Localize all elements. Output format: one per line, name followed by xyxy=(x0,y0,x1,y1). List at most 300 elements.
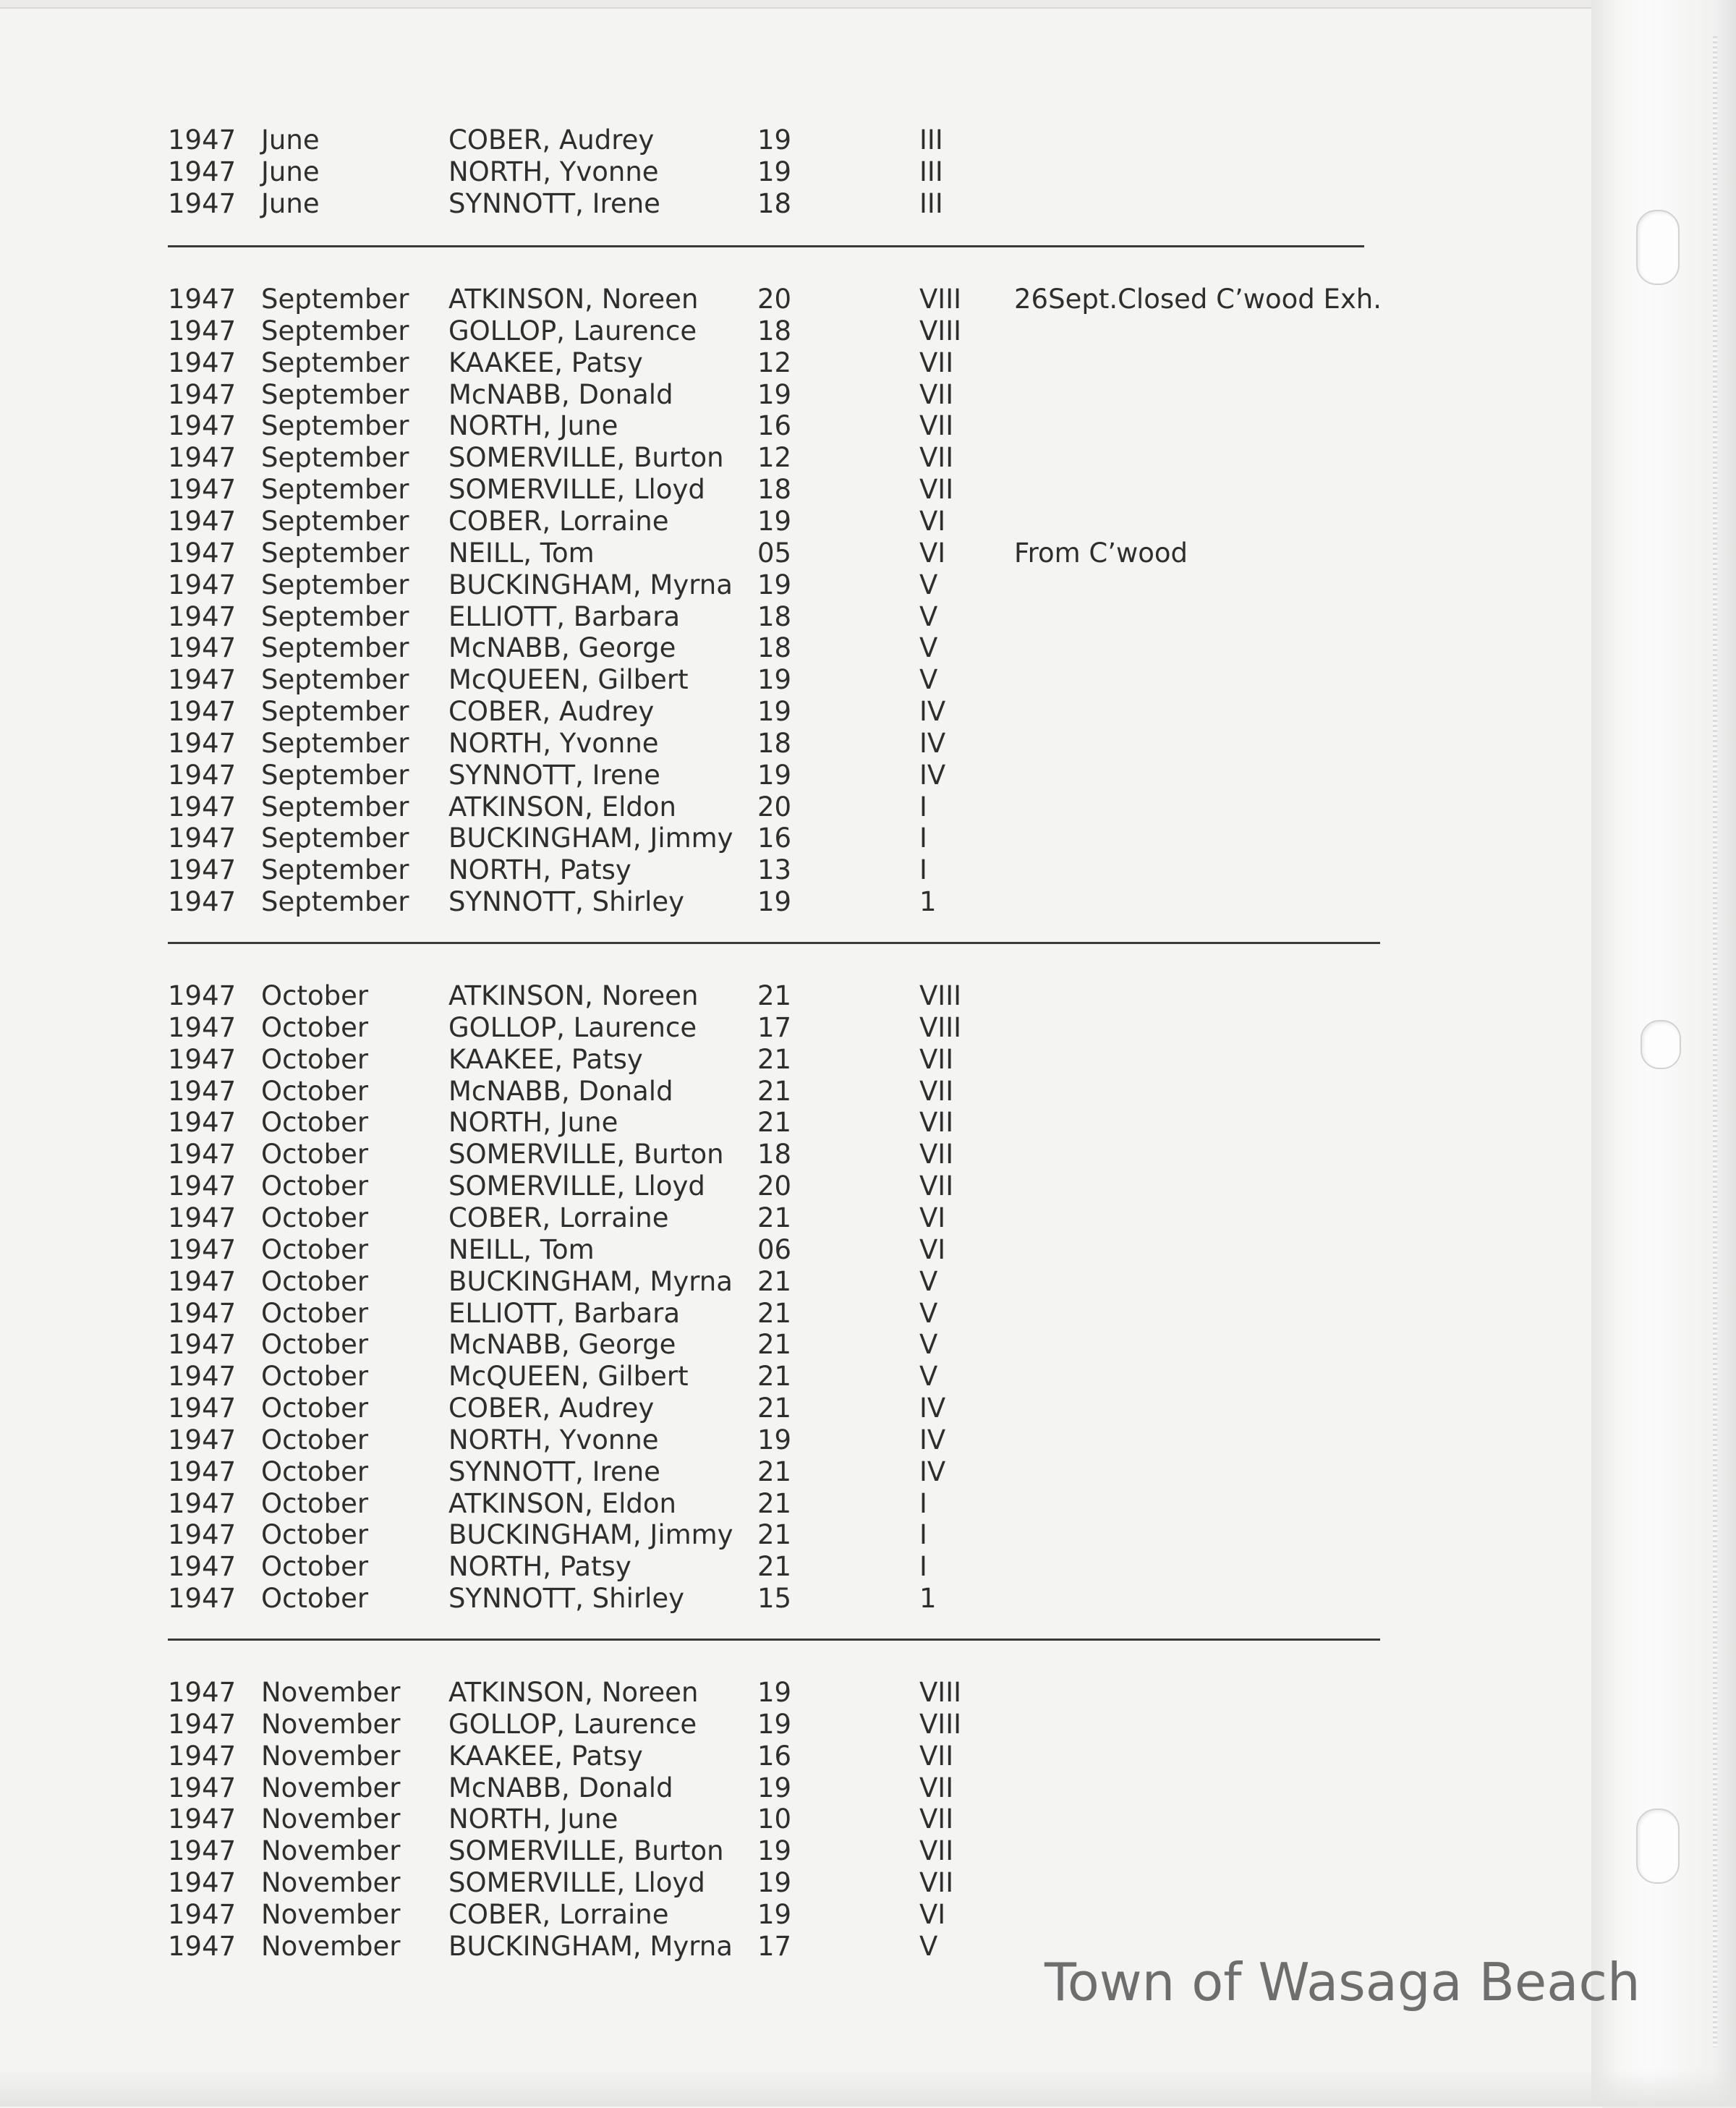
student-name-cell: SOMERVILLE, Burton xyxy=(448,1139,724,1170)
month-cell: October xyxy=(261,1202,369,1233)
attendance-cell: 16 xyxy=(757,1740,792,1772)
attendance-cell: 19 xyxy=(757,1424,792,1455)
student-name-cell: NORTH, June xyxy=(448,1803,618,1835)
attendance-cell: 19 xyxy=(757,569,792,600)
record-row xyxy=(0,1677,1591,1709)
grade-cell: VII xyxy=(919,474,954,506)
record-row xyxy=(0,791,1591,823)
year-cell: 1947 xyxy=(168,1107,237,1139)
month-cell: September xyxy=(261,315,409,347)
binder-hole-bottom xyxy=(1636,1809,1680,1884)
year-cell: 1947 xyxy=(168,1803,237,1835)
grade-cell: VII xyxy=(919,1835,954,1867)
student-name-cell: ATKINSON, Eldon xyxy=(448,1487,676,1519)
record-row xyxy=(0,1298,1591,1330)
year-cell: 1947 xyxy=(168,600,237,632)
record-row xyxy=(0,1551,1591,1583)
section-divider xyxy=(168,942,1380,944)
grade-cell: VI xyxy=(919,1202,946,1233)
grade-cell: I xyxy=(919,791,927,823)
student-name-cell: ATKINSON, Noreen xyxy=(448,1677,699,1708)
month-cell: October xyxy=(261,1170,369,1202)
month-cell: September xyxy=(261,791,409,823)
attendance-cell: 20 xyxy=(757,791,792,823)
section-divider xyxy=(168,1639,1380,1641)
grade-cell: IV xyxy=(919,696,946,728)
month-cell: October xyxy=(261,1043,369,1075)
year-cell: 1947 xyxy=(168,1361,237,1393)
student-name-cell: SYNNOTT, Irene xyxy=(448,187,660,219)
record-row xyxy=(0,886,1591,918)
month-cell: September xyxy=(261,474,409,506)
student-name-cell: NORTH, June xyxy=(448,1107,618,1139)
year-cell: 1947 xyxy=(168,1708,237,1740)
student-name-cell: NORTH, Patsy xyxy=(448,1551,631,1583)
year-cell: 1947 xyxy=(168,1329,237,1361)
month-cell: October xyxy=(261,1107,369,1139)
binder-hole-middle xyxy=(1641,1020,1681,1069)
month-cell: October xyxy=(261,1297,369,1329)
student-name-cell: COBER, Lorraine xyxy=(448,505,669,537)
record-row xyxy=(0,664,1591,696)
record-row xyxy=(0,379,1591,411)
year-cell: 1947 xyxy=(168,1393,237,1424)
student-name-cell: ATKINSON, Noreen xyxy=(448,284,699,315)
student-name-cell: KAAKEE, Patsy xyxy=(448,1043,643,1075)
grade-cell: VIII xyxy=(919,284,962,315)
year-cell: 1947 xyxy=(168,187,237,219)
attendance-cell: 21 xyxy=(757,1265,792,1297)
attendance-cell: 05 xyxy=(757,537,792,569)
grade-cell: IV xyxy=(919,1424,946,1455)
grade-cell: VII xyxy=(919,1170,954,1202)
student-name-cell: GOLLOP, Laurence xyxy=(448,1708,697,1740)
grade-cell: VII xyxy=(919,1107,954,1139)
student-name-cell: SYNNOTT, Shirley xyxy=(448,886,685,918)
grade-cell: VI xyxy=(919,1898,946,1930)
student-name-cell: COBER, Audrey xyxy=(448,696,655,728)
month-cell: October xyxy=(261,1011,369,1043)
grade-cell: VII xyxy=(919,1043,954,1075)
record-row xyxy=(0,1170,1591,1202)
grade-cell: V xyxy=(919,632,938,664)
student-name-cell: BUCKINGHAM, Myrna xyxy=(448,1265,733,1297)
year-cell: 1947 xyxy=(168,569,237,600)
student-name-cell: SYNNOTT, Irene xyxy=(448,759,660,791)
record-row xyxy=(0,1803,1591,1835)
attendance-cell: 21 xyxy=(757,1455,792,1487)
month-cell: September xyxy=(261,600,409,632)
month-cell: October xyxy=(261,1361,369,1393)
attendance-cell: 21 xyxy=(757,980,792,1011)
year-cell: 1947 xyxy=(168,284,237,315)
record-row xyxy=(0,1234,1591,1266)
attendance-cell: 12 xyxy=(757,442,792,474)
grade-cell: VIII xyxy=(919,1011,962,1043)
attendance-cell: 20 xyxy=(757,284,792,315)
student-name-cell: McNABB, George xyxy=(448,632,676,664)
attendance-cell: 19 xyxy=(757,1835,792,1867)
attendance-cell: 16 xyxy=(757,410,792,442)
note-cell: From C’wood xyxy=(1014,537,1188,569)
attendance-cell: 18 xyxy=(757,600,792,632)
year-cell: 1947 xyxy=(168,759,237,791)
student-name-cell: KAAKEE, Patsy xyxy=(448,1740,643,1772)
attendance-cell: 17 xyxy=(757,1930,792,1962)
grade-cell: VIII xyxy=(919,315,962,347)
year-cell: 1947 xyxy=(168,1011,237,1043)
year-cell: 1947 xyxy=(168,1170,237,1202)
month-cell: November xyxy=(261,1867,401,1899)
record-row xyxy=(0,1139,1591,1170)
record-row xyxy=(0,537,1591,569)
grade-cell: III xyxy=(919,124,943,156)
grade-cell: I xyxy=(919,823,927,854)
note-cell: 26Sept.Closed C’wood Exh. xyxy=(1014,284,1382,315)
student-name-cell: SOMERVILLE, Lloyd xyxy=(448,1170,705,1202)
attendance-cell: 21 xyxy=(757,1107,792,1139)
binder-hole-top xyxy=(1636,210,1680,285)
record-row xyxy=(0,1519,1591,1551)
student-name-cell: NORTH, Patsy xyxy=(448,854,631,886)
grade-cell: V xyxy=(919,1265,938,1297)
grade-cell: VI xyxy=(919,537,946,569)
year-cell: 1947 xyxy=(168,696,237,728)
grade-cell: I xyxy=(919,1551,927,1583)
month-cell: October xyxy=(261,1075,369,1107)
attendance-cell: 19 xyxy=(757,886,792,918)
year-cell: 1947 xyxy=(168,854,237,886)
grade-cell: IV xyxy=(919,1455,946,1487)
record-row xyxy=(0,854,1591,886)
grade-cell: V xyxy=(919,1361,938,1393)
year-cell: 1947 xyxy=(168,1867,237,1899)
month-cell: October xyxy=(261,1265,369,1297)
attendance-cell: 18 xyxy=(757,1139,792,1170)
year-cell: 1947 xyxy=(168,1424,237,1455)
record-row xyxy=(0,1709,1591,1741)
grade-cell: VII xyxy=(919,1075,954,1107)
grade-cell: VII xyxy=(919,1867,954,1899)
attendance-cell: 15 xyxy=(757,1583,792,1615)
student-name-cell: COBER, Audrey xyxy=(448,1393,655,1424)
footer-watermark: Town of Wasaga Beach xyxy=(1044,1952,1641,2013)
month-cell: November xyxy=(261,1708,401,1740)
year-cell: 1947 xyxy=(168,1487,237,1519)
month-cell: October xyxy=(261,1455,369,1487)
grade-cell: V xyxy=(919,569,938,600)
grade-cell: VII xyxy=(919,410,954,442)
record-row xyxy=(0,347,1591,379)
record-row xyxy=(0,601,1591,633)
record-row xyxy=(0,1456,1591,1488)
month-cell: October xyxy=(261,1424,369,1455)
grade-cell: I xyxy=(919,1519,927,1551)
grade-cell: IV xyxy=(919,1393,946,1424)
attendance-cell: 21 xyxy=(757,1297,792,1329)
grade-cell: 1 xyxy=(919,886,937,918)
month-cell: September xyxy=(261,442,409,474)
grade-cell: III xyxy=(919,156,943,187)
month-cell: September xyxy=(261,347,409,378)
year-cell: 1947 xyxy=(168,315,237,347)
year-cell: 1947 xyxy=(168,823,237,854)
grade-cell: VII xyxy=(919,1803,954,1835)
student-name-cell: ATKINSON, Eldon xyxy=(448,791,676,823)
month-cell: October xyxy=(261,1551,369,1583)
year-cell: 1947 xyxy=(168,664,237,696)
year-cell: 1947 xyxy=(168,1583,237,1615)
year-cell: 1947 xyxy=(168,1772,237,1803)
attendance-cell: 19 xyxy=(757,759,792,791)
grade-cell: I xyxy=(919,1487,927,1519)
year-cell: 1947 xyxy=(168,1233,237,1265)
attendance-cell: 19 xyxy=(757,1677,792,1708)
student-name-cell: COBER, Lorraine xyxy=(448,1898,669,1930)
month-cell: September xyxy=(261,537,409,569)
student-name-cell: ELLIOTT, Barbara xyxy=(448,1297,681,1329)
student-name-cell: SYNNOTT, Shirley xyxy=(448,1583,685,1615)
year-cell: 1947 xyxy=(168,1139,237,1170)
month-cell: June xyxy=(261,124,320,156)
student-name-cell: McNABB, George xyxy=(448,1329,676,1361)
attendance-cell: 21 xyxy=(757,1075,792,1107)
year-cell: 1947 xyxy=(168,442,237,474)
grade-cell: VI xyxy=(919,1233,946,1265)
year-cell: 1947 xyxy=(168,156,237,187)
record-row xyxy=(0,442,1591,474)
record-row xyxy=(0,1899,1591,1931)
attendance-cell: 19 xyxy=(757,1867,792,1899)
attendance-cell: 16 xyxy=(757,823,792,854)
attendance-cell: 19 xyxy=(757,156,792,187)
attendance-cell: 12 xyxy=(757,347,792,378)
year-cell: 1947 xyxy=(168,347,237,378)
record-row xyxy=(0,1202,1591,1234)
record-row xyxy=(0,1076,1591,1108)
year-cell: 1947 xyxy=(168,1202,237,1233)
month-cell: June xyxy=(261,156,320,187)
student-name-cell: COBER, Lorraine xyxy=(448,1202,669,1233)
grade-cell: V xyxy=(919,1297,938,1329)
month-cell: September xyxy=(261,378,409,410)
student-name-cell: ATKINSON, Noreen xyxy=(448,980,699,1011)
month-cell: September xyxy=(261,410,409,442)
year-cell: 1947 xyxy=(168,474,237,506)
student-name-cell: KAAKEE, Patsy xyxy=(448,347,643,378)
student-name-cell: BUCKINGHAM, Myrna xyxy=(448,569,733,600)
year-cell: 1947 xyxy=(168,1930,237,1962)
year-cell: 1947 xyxy=(168,886,237,918)
attendance-cell: 21 xyxy=(757,1043,792,1075)
attendance-cell: 19 xyxy=(757,664,792,696)
month-cell: September xyxy=(261,759,409,791)
student-name-cell: ELLIOTT, Barbara xyxy=(448,600,681,632)
month-cell: October xyxy=(261,1329,369,1361)
grade-cell: V xyxy=(919,1329,938,1361)
grade-cell: VIII xyxy=(919,1708,962,1740)
student-name-cell: SOMERVILLE, Burton xyxy=(448,1835,724,1867)
month-cell: November xyxy=(261,1930,401,1962)
year-cell: 1947 xyxy=(168,791,237,823)
attendance-cell: 21 xyxy=(757,1202,792,1233)
student-name-cell: BUCKINGHAM, Myrna xyxy=(448,1930,733,1962)
year-cell: 1947 xyxy=(168,124,237,156)
student-name-cell: NEILL, Tom xyxy=(448,1233,595,1265)
month-cell: October xyxy=(261,1519,369,1551)
attendance-cell: 18 xyxy=(757,315,792,347)
month-cell: October xyxy=(261,1393,369,1424)
record-row xyxy=(0,1583,1591,1615)
month-cell: June xyxy=(261,187,320,219)
year-cell: 1947 xyxy=(168,1265,237,1297)
attendance-cell: 21 xyxy=(757,1551,792,1583)
attendance-cell: 21 xyxy=(757,1519,792,1551)
student-name-cell: SOMERVILLE, Lloyd xyxy=(448,1867,705,1899)
record-row xyxy=(0,760,1591,791)
record-row xyxy=(0,1488,1591,1520)
grade-cell: IV xyxy=(919,759,946,791)
attendance-cell: 21 xyxy=(757,1329,792,1361)
month-cell: November xyxy=(261,1740,401,1772)
student-name-cell: NORTH, Yvonne xyxy=(448,727,659,759)
year-cell: 1947 xyxy=(168,1297,237,1329)
month-cell: October xyxy=(261,1139,369,1170)
attendance-cell: 21 xyxy=(757,1487,792,1519)
month-cell: October xyxy=(261,1233,369,1265)
record-row xyxy=(0,632,1591,664)
grade-cell: V xyxy=(919,664,938,696)
month-cell: September xyxy=(261,664,409,696)
month-cell: September xyxy=(261,569,409,600)
attendance-cell: 10 xyxy=(757,1803,792,1835)
student-name-cell: McQUEEN, Gilbert xyxy=(448,1361,689,1393)
student-name-cell: NORTH, June xyxy=(448,410,618,442)
page-bottom-edge xyxy=(0,2069,1736,2107)
month-cell: September xyxy=(261,823,409,854)
month-cell: November xyxy=(261,1772,401,1803)
student-name-cell: GOLLOP, Laurence xyxy=(448,1011,697,1043)
student-name-cell: McNABB, Donald xyxy=(448,1772,673,1803)
attendance-cell: 19 xyxy=(757,696,792,728)
year-cell: 1947 xyxy=(168,505,237,537)
record-row xyxy=(0,728,1591,760)
student-name-cell: NORTH, Yvonne xyxy=(448,1424,659,1455)
month-cell: November xyxy=(261,1677,401,1708)
record-row xyxy=(0,188,1591,220)
month-cell: September xyxy=(261,727,409,759)
record-row xyxy=(0,823,1591,854)
grade-cell: VII xyxy=(919,347,954,378)
section-divider xyxy=(168,245,1364,247)
grade-cell: V xyxy=(919,600,938,632)
year-cell: 1947 xyxy=(168,537,237,569)
grade-cell: IV xyxy=(919,727,946,759)
month-cell: October xyxy=(261,980,369,1011)
attendance-cell: 18 xyxy=(757,187,792,219)
record-row xyxy=(0,1329,1591,1361)
attendance-cell: 21 xyxy=(757,1393,792,1424)
month-cell: September xyxy=(261,505,409,537)
student-name-cell: BUCKINGHAM, Jimmy xyxy=(448,823,733,854)
record-row xyxy=(0,1741,1591,1772)
student-name-cell: BUCKINGHAM, Jimmy xyxy=(448,1519,733,1551)
attendance-cell: 20 xyxy=(757,1170,792,1202)
year-cell: 1947 xyxy=(168,1043,237,1075)
record-row xyxy=(0,1867,1591,1899)
year-cell: 1947 xyxy=(168,727,237,759)
student-name-cell: NEILL, Tom xyxy=(448,537,595,569)
month-cell: November xyxy=(261,1803,401,1835)
year-cell: 1947 xyxy=(168,378,237,410)
grade-cell: 1 xyxy=(919,1583,937,1615)
student-name-cell: SYNNOTT, Irene xyxy=(448,1455,660,1487)
month-cell: October xyxy=(261,1487,369,1519)
record-row xyxy=(0,1393,1591,1424)
record-row xyxy=(0,696,1591,728)
grade-cell: III xyxy=(919,187,943,219)
grade-cell: VIII xyxy=(919,1677,962,1708)
year-cell: 1947 xyxy=(168,1551,237,1583)
attendance-cell: 21 xyxy=(757,1361,792,1393)
year-cell: 1947 xyxy=(168,980,237,1011)
month-cell: September xyxy=(261,696,409,728)
record-row xyxy=(0,315,1591,347)
student-name-cell: SOMERVILLE, Lloyd xyxy=(448,474,705,506)
grade-cell: VII xyxy=(919,1139,954,1170)
record-row xyxy=(0,506,1591,537)
year-cell: 1947 xyxy=(168,632,237,664)
student-name-cell: GOLLOP, Laurence xyxy=(448,315,697,347)
month-cell: September xyxy=(261,854,409,886)
student-name-cell: McQUEEN, Gilbert xyxy=(448,664,689,696)
attendance-cell: 19 xyxy=(757,378,792,410)
month-cell: September xyxy=(261,886,409,918)
year-cell: 1947 xyxy=(168,1677,237,1708)
record-row xyxy=(0,410,1591,442)
student-name-cell: COBER, Audrey xyxy=(448,124,655,156)
attendance-cell: 18 xyxy=(757,727,792,759)
month-cell: November xyxy=(261,1835,401,1867)
grade-cell: I xyxy=(919,854,927,886)
record-row xyxy=(0,1835,1591,1867)
record-row xyxy=(0,156,1591,188)
student-name-cell: NORTH, Yvonne xyxy=(448,156,659,187)
grade-cell: V xyxy=(919,1930,938,1962)
grade-cell: VII xyxy=(919,1772,954,1803)
year-cell: 1947 xyxy=(168,1519,237,1551)
attendance-cell: 19 xyxy=(757,1772,792,1803)
year-cell: 1947 xyxy=(168,1740,237,1772)
grade-cell: VII xyxy=(919,1740,954,1772)
record-row xyxy=(0,284,1591,315)
attendance-cell: 19 xyxy=(757,1898,792,1930)
record-row xyxy=(0,124,1591,156)
year-cell: 1947 xyxy=(168,1835,237,1867)
year-cell: 1947 xyxy=(168,1455,237,1487)
record-row xyxy=(0,1044,1591,1076)
year-cell: 1947 xyxy=(168,1898,237,1930)
attendance-cell: 18 xyxy=(757,632,792,664)
student-name-cell: McNABB, Donald xyxy=(448,378,673,410)
month-cell: November xyxy=(261,1898,401,1930)
attendance-cell: 17 xyxy=(757,1011,792,1043)
student-name-cell: McNABB, Donald xyxy=(448,1075,673,1107)
grade-cell: VII xyxy=(919,378,954,410)
month-cell: September xyxy=(261,632,409,664)
record-row xyxy=(0,1107,1591,1139)
month-cell: September xyxy=(261,284,409,315)
